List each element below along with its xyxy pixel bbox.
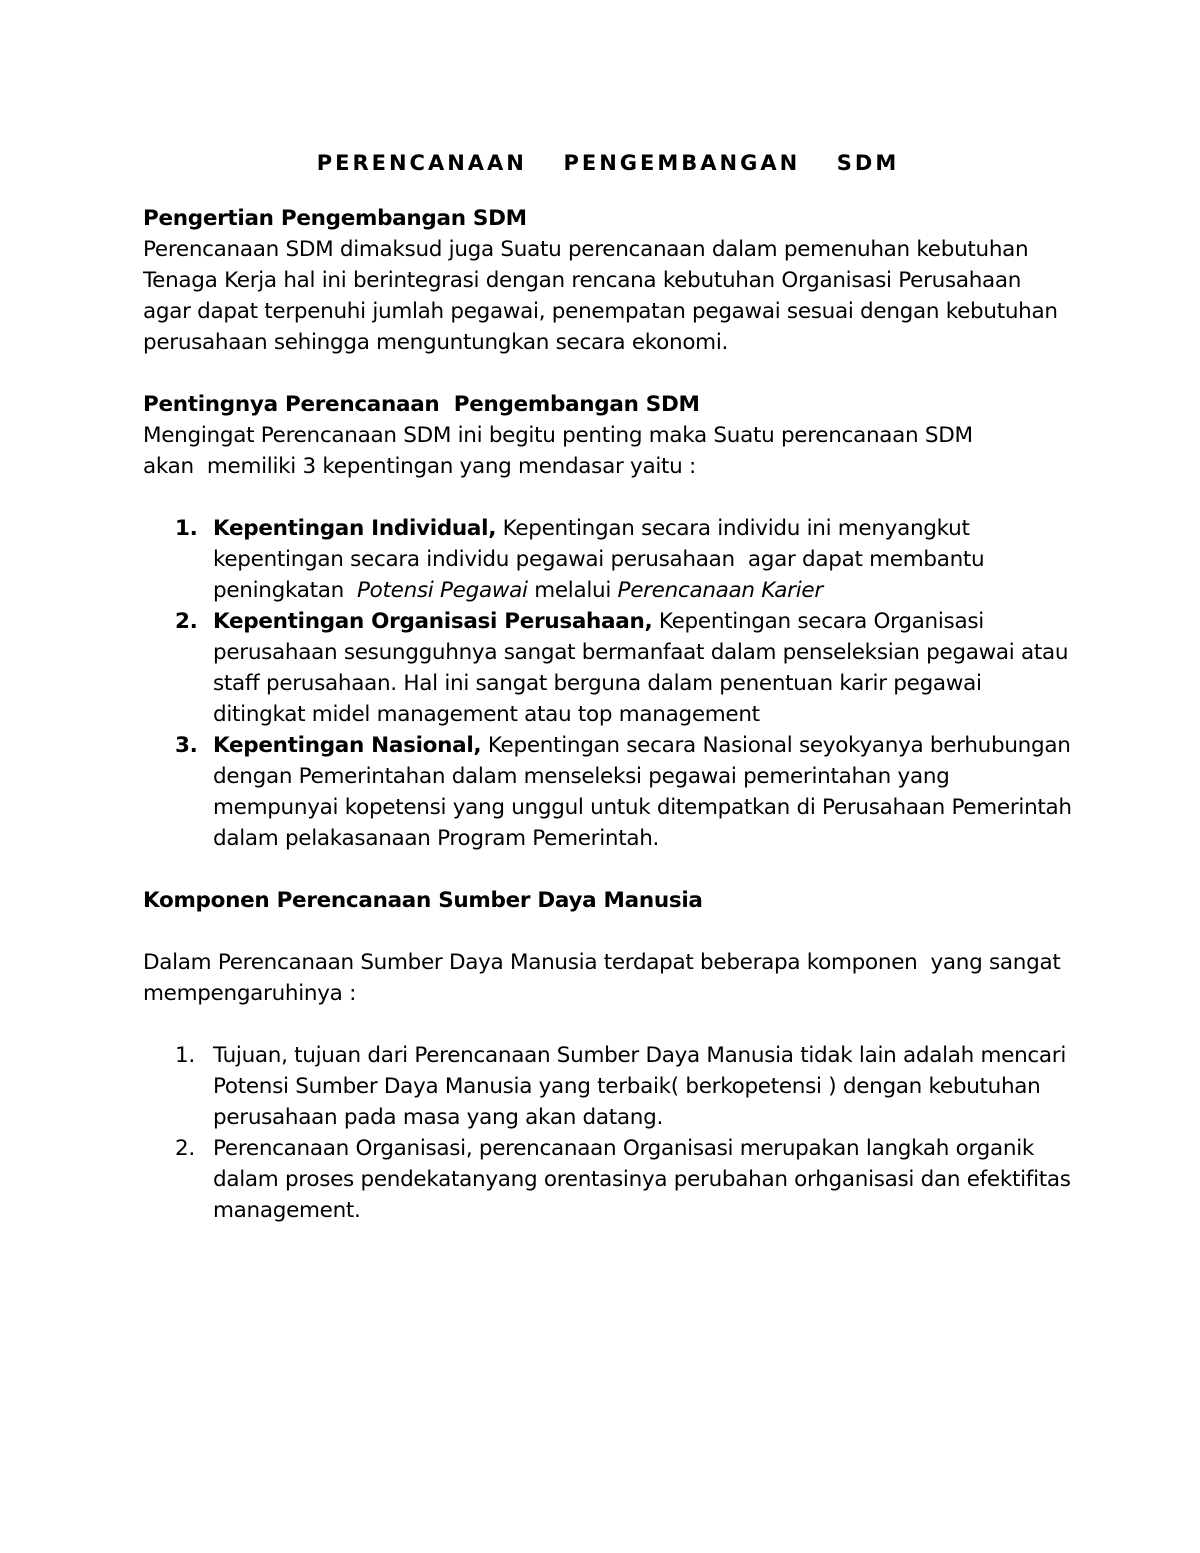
- list-item-italic: Perencanaan Karier: [617, 578, 823, 603]
- section-heading-komponen: Komponen Perencanaan Sumber Daya Manusia: [143, 888, 703, 913]
- list-item-label: Kepentingan Individual,: [213, 516, 497, 541]
- section-heading-pengertian: Pengertian Pengembangan SDM: [143, 206, 527, 231]
- list-item-text: Kepentingan secara Organisasi perusahaan sesungguhnya sangat bermanfaat dalam penseleksian pegawai atau staff perusahaan. Hal ini sangat berguna dalam penentuan karir pegawai ditingkat midel management atau top management: [213, 609, 1069, 727]
- list-item: [143, 1040, 1073, 1133]
- section-heading-pentingnya: Pentingnya Perencanaan Pengembangan SDM: [143, 392, 700, 417]
- list-item-italic: Potensi Pegawai: [357, 578, 528, 603]
- list-item: [143, 730, 1073, 854]
- section-intro-pentingnya-line1: Mengingat Perencanaan SDM ini begitu penting maka Suatu perencanaan SDM: [143, 423, 973, 448]
- list-number: 2.: [175, 609, 198, 634]
- list-item-label: Kepentingan Organisasi Perusahaan,: [213, 609, 653, 634]
- list-number: 1.: [175, 516, 198, 541]
- list-item: [143, 513, 1073, 606]
- komponen-list: [143, 1040, 1073, 1226]
- section-intro-pentingnya-line2: akan memiliki 3 kepentingan yang mendasar yaitu :: [143, 454, 696, 479]
- section-intro-komponen: Dalam Perencanaan Sumber Daya Manusia terdapat beberapa komponen yang sangat mempengaruhinya :: [143, 950, 1068, 1006]
- list-item: [143, 1133, 1073, 1226]
- document-content: [143, 148, 1073, 1226]
- list-item-label: Kepentingan Nasional,: [213, 733, 482, 758]
- list-number: 3.: [175, 733, 198, 758]
- section-body-pengertian: Perencanaan SDM dimaksud juga Suatu perencanaan dalam pemenuhan kebutuhan Tenaga Kerja hal ini berintegrasi dengan rencana kebutuhan Organisasi Perusahaan agar dapat terpenuhi jumlah pegawai, penempatan pegawai sesuai dengan kebutuhan perusahaan sehingga menguntungkan secara ekonomi.: [143, 237, 1058, 355]
- list-item-text: Perencanaan Organisasi, perencanaan Organisasi merupakan langkah organik dalam proses pendekatanyang orentasinya perubahan orhganisasi dan efektifitas management.: [213, 1136, 1071, 1223]
- list-item-text: Kepentingan secara Nasional seyokyanya berhubungan dengan Pemerintahan dalam menseleksi pegawai pemerintahan yang mempunyai kopetensi yang unggul untuk ditempatkan di Perusahaan Pemerintah dalam pelakasanaan Program Pemerintah.: [213, 733, 1072, 851]
- list-number: 1.: [175, 1043, 195, 1068]
- list-item-text: Kepentingan secara individu ini menyangkut kepentingan secara individu pegawai perusahaan agar dapat membantu peningkatan: [213, 516, 991, 603]
- list-item: [143, 606, 1073, 730]
- document-title: PERENCANAAN PENGEMBANGAN SDM: [316, 151, 900, 175]
- list-item-text: melalui: [527, 578, 618, 603]
- kepentingan-list: [143, 513, 1073, 854]
- list-number: 2.: [175, 1136, 195, 1161]
- list-item-text: Tujuan, tujuan dari Perencanaan Sumber Daya Manusia tidak lain adalah mencari Potensi Sumber Daya Manusia yang terbaik( berkopetensi ) dengan kebutuhan perusahaan pada masa yang akan datang.: [213, 1043, 1067, 1130]
